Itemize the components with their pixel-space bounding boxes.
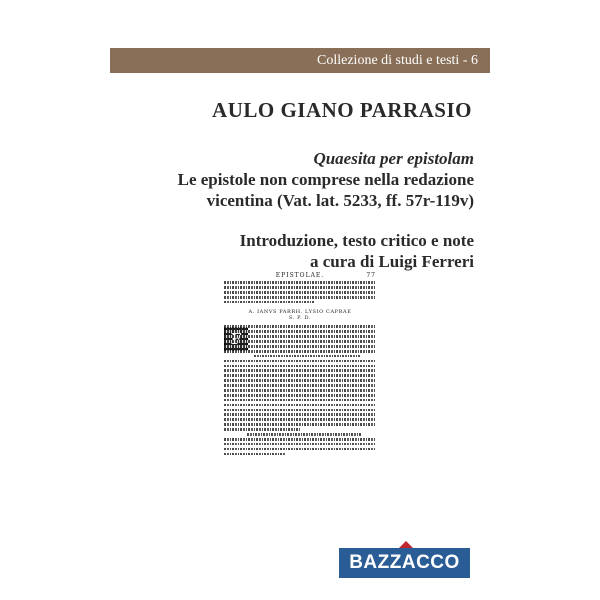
publisher-logo [339,548,470,578]
editor-line-1: Introduzione, testo critico e note [239,231,474,250]
title-line-1: Quaesita per epistolam [313,149,474,168]
author-name: AULO GIANO PARRASIO [212,98,472,122]
book-title [134,148,474,211]
facsimile-header [224,272,376,279]
facsimile-page-number: 77 [366,272,376,279]
facsimile-intro-lines [224,281,376,303]
manuscript-facsimile [224,272,376,534]
facsimile-letter-heading [224,309,376,321]
facsimile-heading-2: S. P. D. [288,315,312,322]
editor-line-2: a cura di Luigi Ferreri [310,252,474,271]
series-bar [110,48,490,73]
title-line-2: Le epistole non comprese nella redazione [177,170,474,189]
series-label: Collezione di studi e testi - 6 [317,53,478,68]
publisher-name: BAZZACCO [349,552,460,573]
title-line-3: vicentina (Vat. lat. 5233, ff. 57r-119v) [206,191,474,210]
facsimile-header-text: EPISTOLAE. [275,272,325,279]
facsimile-body-lines [224,325,376,455]
facsimile-heading-1: A. IANVS PARRH. LYSIO CAPRAE [248,309,352,316]
editor-credit [134,230,474,272]
